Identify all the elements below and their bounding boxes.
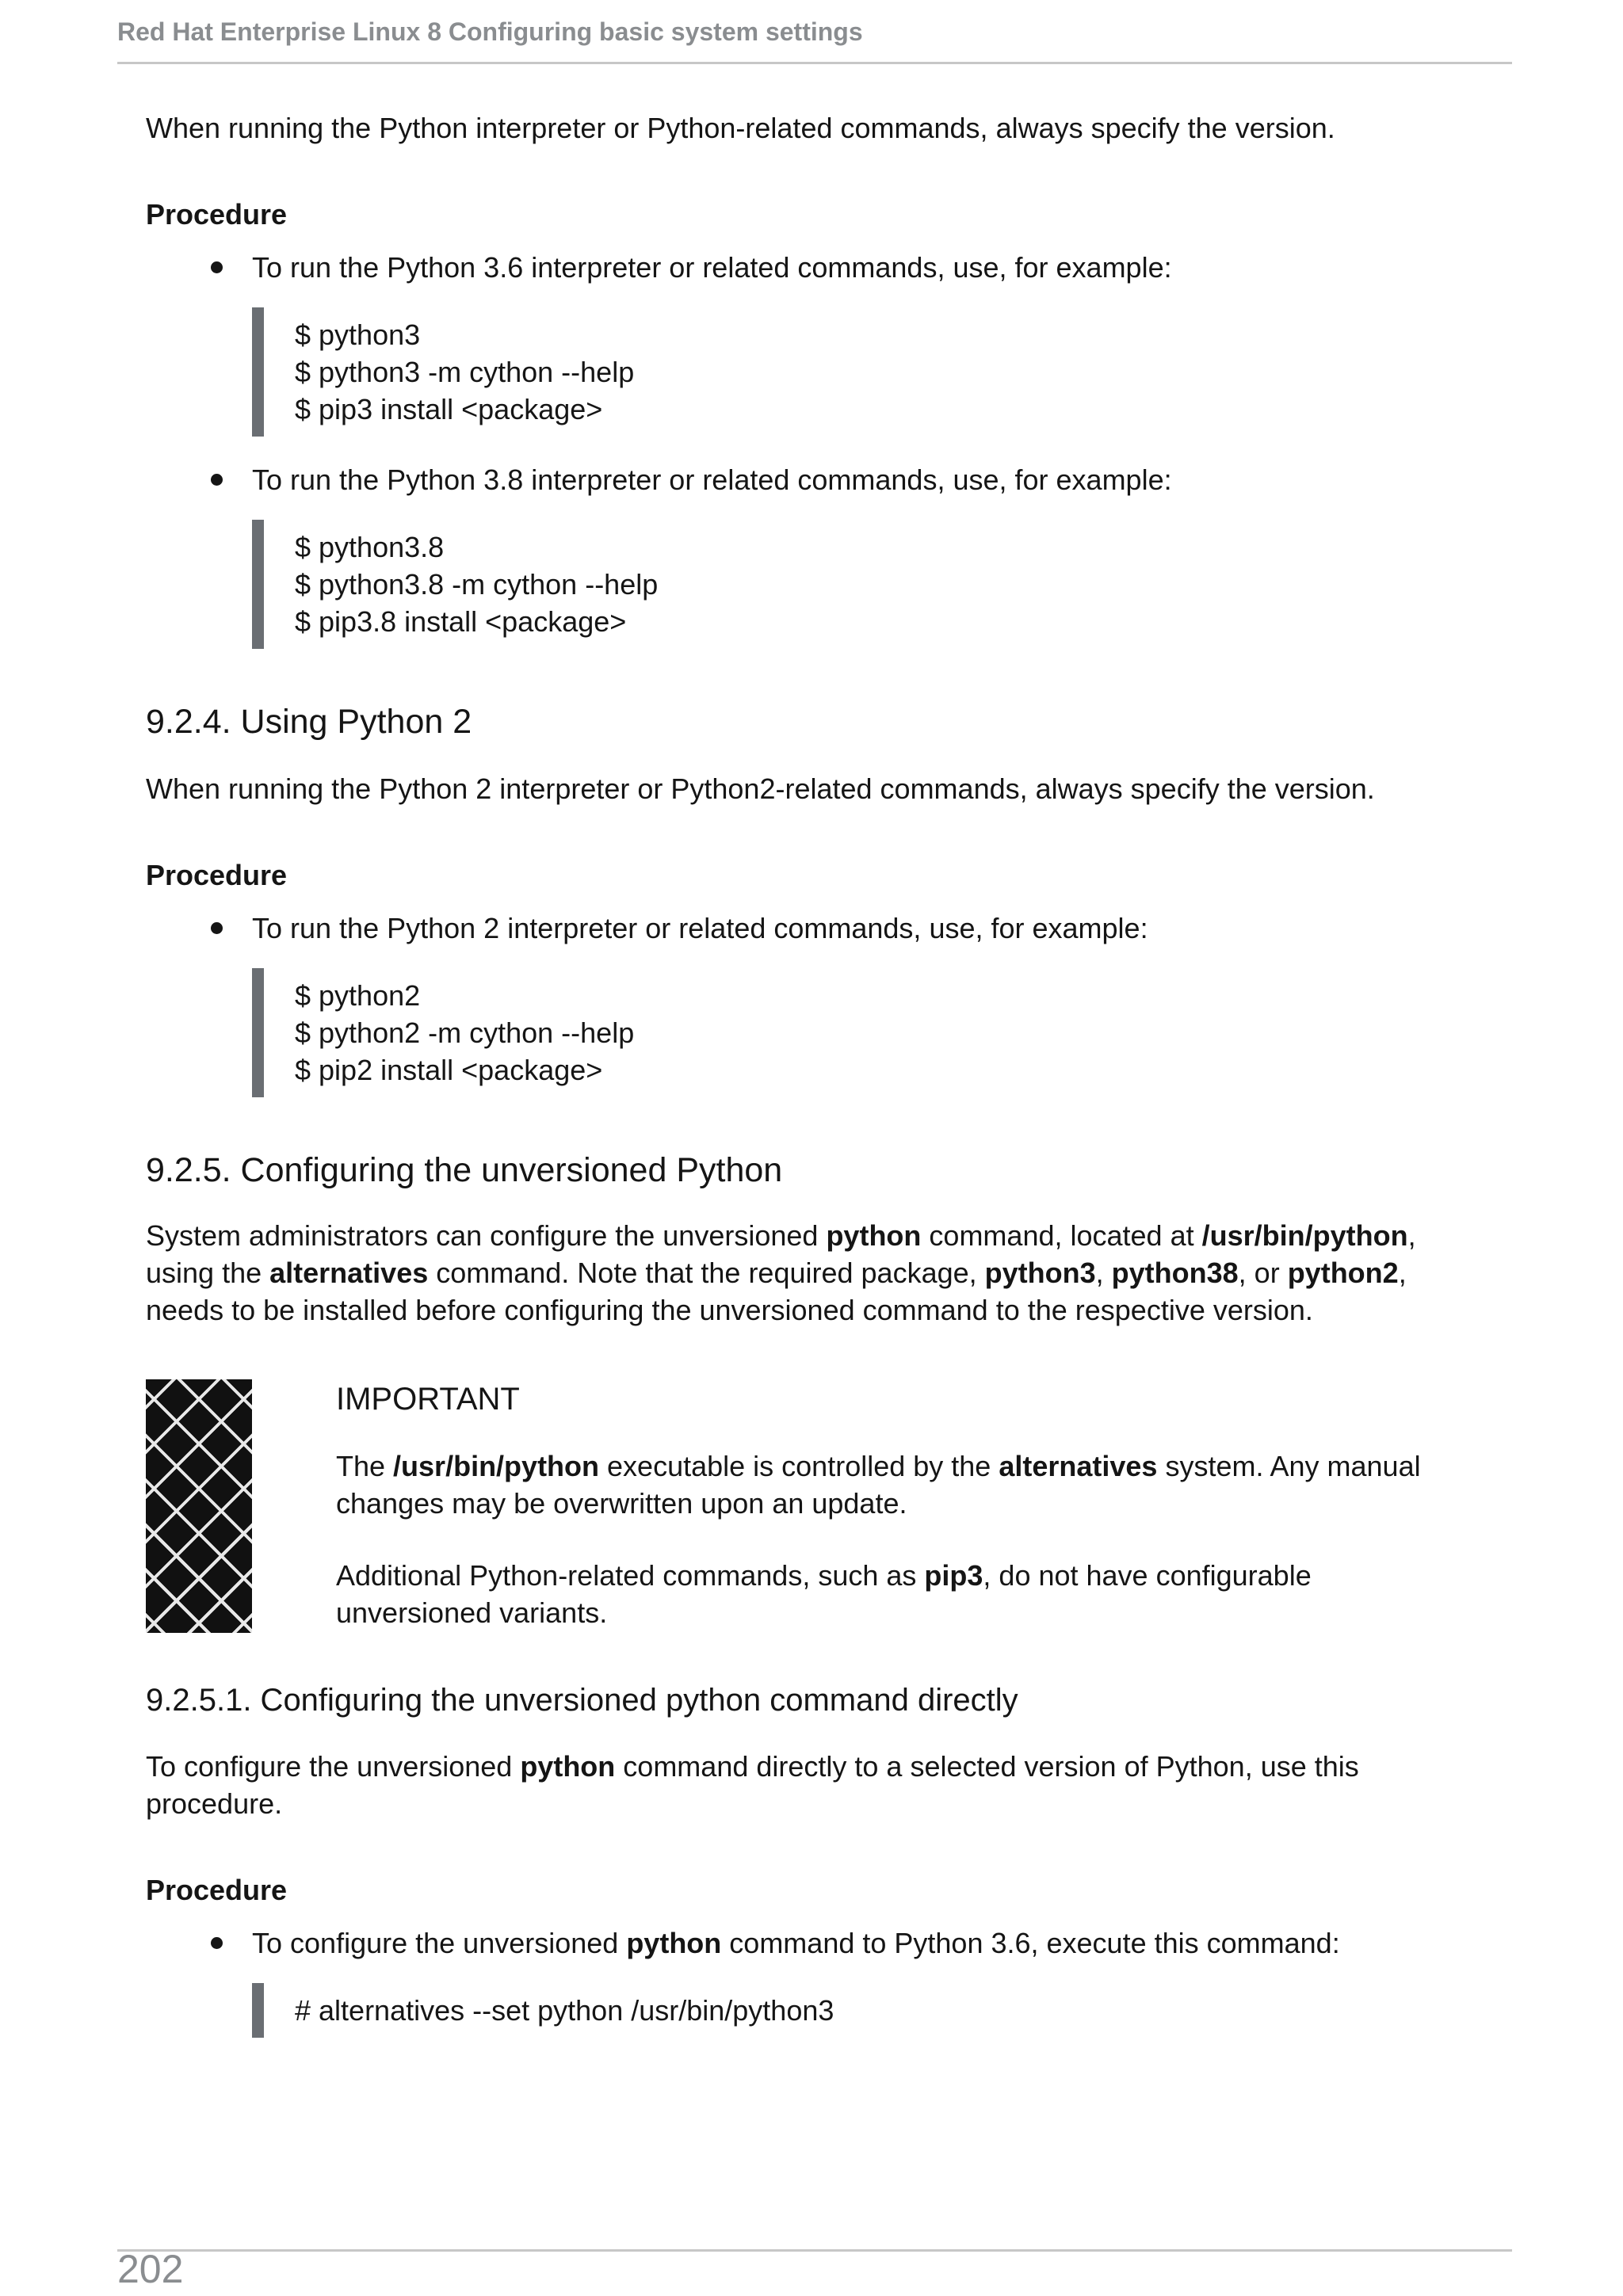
code-line: # alternatives --set python /usr/bin/python3 xyxy=(295,1994,834,2027)
procedure-label: Procedure xyxy=(146,859,288,891)
bullet-text: To run the Python 3.6 interpreter or related commands, use, for example: xyxy=(252,251,1172,284)
paragraph: System administrators can configure the unversioned python command, located at /usr/bin/python, using the alternatives command. Note that the required package, python3, python38, or python2, needs to be installed before configuring the unversioned command to the respective version. xyxy=(146,1219,1416,1326)
paragraph: Additional Python-related commands, such as pip3, do not have configurable unversioned variants. xyxy=(336,1559,1312,1629)
bullet-icon xyxy=(211,261,223,273)
paragraph: To configure the unversioned python command directly to a selected version of Python, use this procedure. xyxy=(146,1750,1359,1820)
running-header: Red Hat Enterprise Linux 8 Configuring basic system settings xyxy=(117,17,863,46)
code-block xyxy=(252,307,1461,437)
paragraph: The /usr/bin/python executable is controlled by the alternatives system. Any manual changes may be overwritten upon an update. xyxy=(336,1450,1421,1520)
code-line: $ python3.8 xyxy=(295,531,445,563)
admonition-body xyxy=(336,1379,1461,1631)
important-icon xyxy=(146,1379,252,1633)
code-line: $ pip2 install <package> xyxy=(295,1054,603,1086)
code-line: $ python2 -m cython --help xyxy=(295,1016,635,1049)
header-rule xyxy=(117,62,1512,64)
code-line: $ python2 xyxy=(295,979,421,1012)
list-item xyxy=(146,910,1461,947)
code-line: $ python3 -m cython --help xyxy=(295,356,635,388)
code-line: $ python3 xyxy=(295,318,421,351)
code-line: $ python3.8 -m cython --help xyxy=(295,568,659,601)
bullet-icon xyxy=(211,922,223,934)
bullet-icon xyxy=(211,1937,223,1949)
procedure-label: Procedure xyxy=(146,198,288,231)
bullet-text: To configure the unversioned python command to Python 3.6, execute this command: xyxy=(252,1927,1340,1959)
important-admonition xyxy=(146,1379,1461,1633)
code-line: $ pip3 install <package> xyxy=(295,393,603,425)
paragraph: When running the Python 2 interpreter or Python2-related commands, always specify the version. xyxy=(146,772,1375,805)
code-block xyxy=(252,968,1461,1097)
code-line: $ pip3.8 install <package> xyxy=(295,605,627,638)
procedure-label: Procedure xyxy=(146,1874,288,1906)
list-item xyxy=(146,249,1461,286)
section-heading: 9.2.5. Configuring the unversioned Python xyxy=(146,1151,783,1189)
code-block xyxy=(252,1983,1461,2038)
admonition-title: IMPORTANT xyxy=(336,1382,520,1417)
bullet-text: To run the Python 2 interpreter or related commands, use, for example: xyxy=(252,912,1148,944)
bullet-text: To run the Python 3.8 interpreter or related commands, use, for example: xyxy=(252,463,1172,496)
page-content xyxy=(146,109,1461,2038)
code-block xyxy=(252,520,1461,649)
list-item xyxy=(146,461,1461,498)
footer-rule xyxy=(117,2249,1512,2252)
intro-paragraph: When running the Python interpreter or Python-related commands, always specify the version. xyxy=(146,112,1335,144)
subsection-heading: 9.2.5.1. Configuring the unversioned python command directly xyxy=(146,1683,1018,1718)
bullet-icon xyxy=(211,474,223,486)
list-item xyxy=(146,1924,1461,1962)
page-number: 202 xyxy=(117,2247,184,2291)
section-heading: 9.2.4. Using Python 2 xyxy=(146,703,472,741)
